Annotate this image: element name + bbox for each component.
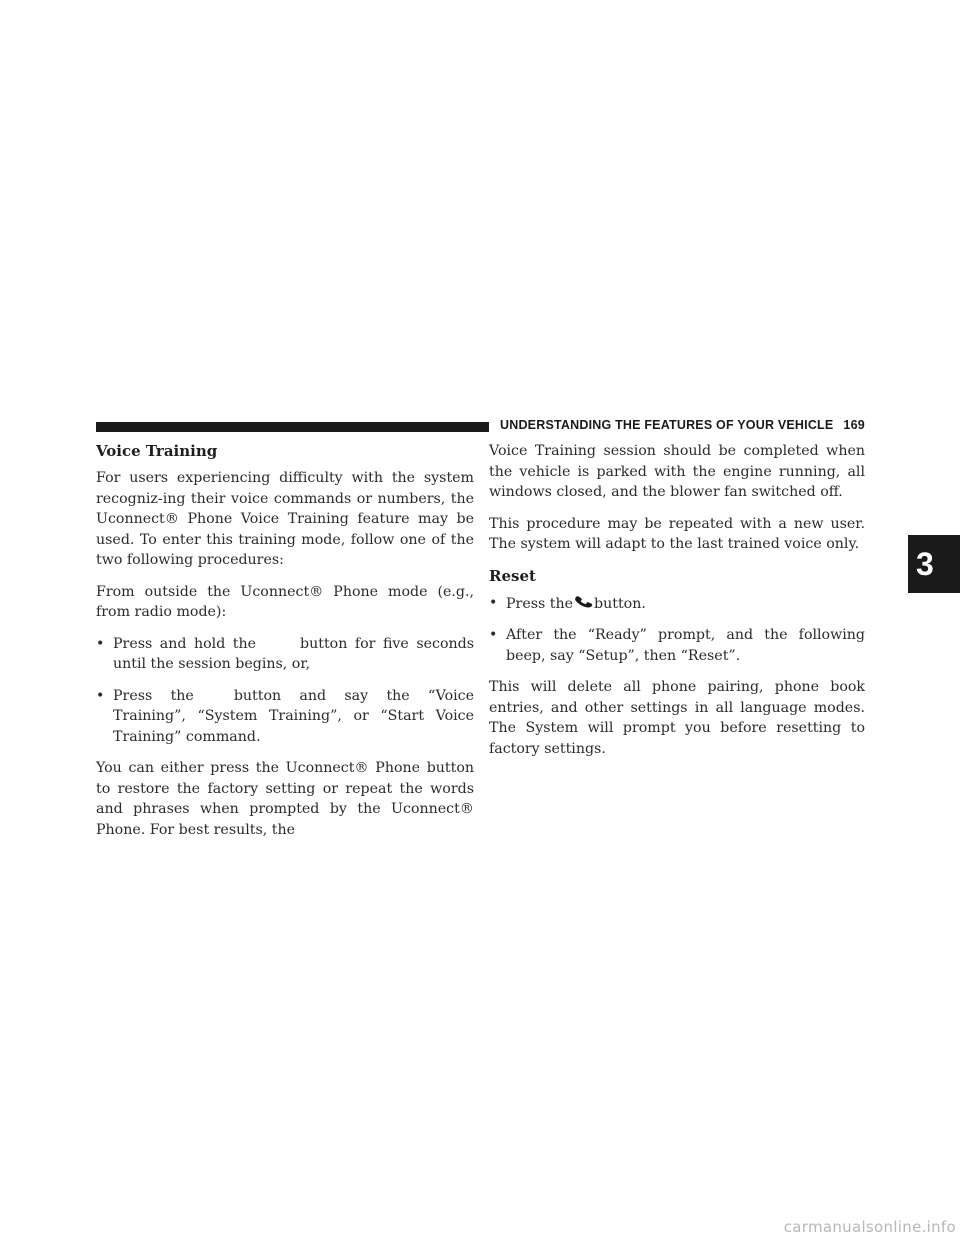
- list-item: [96, 634, 474, 675]
- bullet-text-post: button.: [594, 595, 646, 612]
- bullet-text-pre: Press the: [506, 595, 574, 612]
- section-title: UNDERSTANDING THE FEATURES OF YOUR VEHICLE: [500, 418, 834, 432]
- chapter-tab: 3: [908, 535, 960, 593]
- voice-training-intro: For users experiencing difficulty with the system recogniz-ing their voice commands or numbers, the Uconnect® Phone Voice Training feature may be used. To enter this training mode, follow one of the two following procedures:: [96, 470, 474, 568]
- bullet-dot: •: [489, 594, 498, 611]
- bullet-text-post: button for five seconds until the session begins, or,: [113, 635, 474, 672]
- watermark: carmanualsonline.info: [783, 1218, 956, 1236]
- reset-warning-text: This will delete all phone pairing, phone book entries, and other settings in all language modes. The System will prompt you before resetting to factory settings.: [489, 679, 865, 757]
- bullet-text-pre: Press and hold the: [113, 635, 257, 652]
- bullet-text-pre: Press the: [113, 687, 194, 704]
- voice-training-heading: Voice Training: [96, 442, 218, 460]
- page-number: 169: [843, 418, 865, 432]
- header-rule: [96, 422, 489, 432]
- reset-heading: Reset: [489, 566, 536, 585]
- list-item: [96, 686, 474, 748]
- left-column: [96, 441, 474, 851]
- voice-training-conditions-text: Voice Training session should be completed when the vehicle is parked with the engine running, all windows closed, and the blower fan switched off.: [489, 443, 865, 500]
- new-user-text: This procedure may be repeated with a new user. The system will adapt to the last trained voice only.: [489, 515, 865, 552]
- bullet-dot: •: [489, 627, 498, 643]
- list-item: [489, 625, 865, 666]
- bullet-text: After the “Ready” prompt, and the following beep, say “Setup”, then “Reset”.: [506, 627, 865, 664]
- outside-phone-mode-text: From outside the Uconnect® Phone mode (e.g., from radio mode):: [96, 583, 474, 620]
- restore-factory-text: You can either press the Uconnect® Phone button to restore the factory setting or repeat the words and phrases when prompted by the Uconnect® Phone. For best results, the: [96, 760, 474, 838]
- bullet-text-post: button and say the “Voice Training”, “System Training”, or “Start Voice Training” command.: [113, 687, 474, 745]
- phone-handset-icon: [575, 593, 594, 609]
- list-item: [489, 593, 865, 615]
- running-header: [500, 418, 864, 432]
- bullet-dot: •: [96, 687, 105, 704]
- bullet-dot: •: [96, 635, 105, 652]
- right-column: [489, 441, 865, 770]
